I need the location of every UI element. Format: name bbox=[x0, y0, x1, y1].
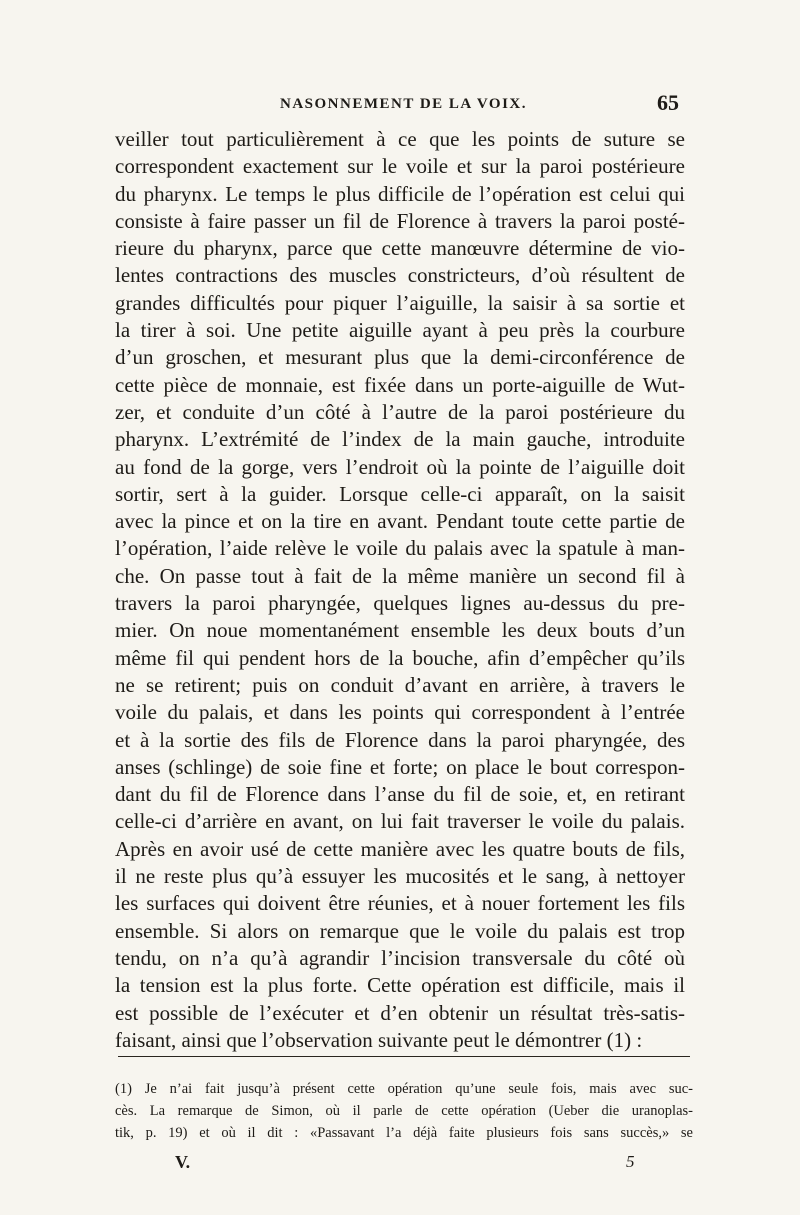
text-line: la tension est la plus forte. Cette opération est difficile, mais il bbox=[115, 973, 685, 998]
signature-mark: V. bbox=[175, 1152, 191, 1172]
footnote bbox=[115, 1078, 693, 1144]
text-line: voile du palais, et dans les points qui correspondent à l’entrée bbox=[115, 700, 685, 725]
text-line: sortir, sert à la guider. Lorsque celle-ci apparaît, on la saisit bbox=[115, 481, 685, 506]
text-line: au fond de la gorge, vers l’endroit où la pointe de l’aiguille doit bbox=[115, 454, 685, 479]
text-line: zer, et conduite d’un côté à l’autre de la paroi postérieure du bbox=[115, 399, 685, 424]
footnote-line: tik, p. 19) et où il dit : «Passavant l’a déjà faite plusieurs fois sans succès,» se bbox=[115, 1125, 693, 1141]
text-line: les surfaces qui doivent être réunies, et à nouer fortement les fils bbox=[115, 891, 685, 916]
text-line: même fil qui pendent hors de la bouche, afin d’empêcher qu’ils bbox=[115, 645, 685, 670]
text-line: correspondent exactement sur le voile et sur la paroi postérieure bbox=[115, 154, 685, 179]
text-line: lentes contractions des muscles constricteurs, d’où résultent de bbox=[115, 263, 685, 288]
running-head: NASONNEMENT DE LA VOIX. bbox=[280, 96, 528, 112]
text-line: ne se retirent; puis on conduit d’avant en arrière, à travers le bbox=[115, 672, 685, 697]
footnote-line: cès. La remarque de Simon, où il parle de cette opération (Ueber die uranoplas- bbox=[115, 1103, 693, 1119]
text-line: travers la paroi pharyngée, quelques lignes au-dessus du pre- bbox=[115, 591, 685, 616]
body-text bbox=[115, 126, 685, 1054]
footnote-line: (1) Je n’ai fait jusqu’à présent cette opération qu’une seule fois, mais avec suc- bbox=[115, 1081, 693, 1097]
text-line: pharynx. L’extrémité de l’index de la main gauche, introduite bbox=[115, 427, 685, 452]
text-line: Après en avoir usé de cette manière avec les quatre bouts de fils, bbox=[115, 836, 685, 861]
text-line: est possible de l’exécuter et d’en obtenir un résultat très-satis- bbox=[115, 1000, 685, 1025]
text-line: ensemble. Si alors on remarque que le voile du palais est trop bbox=[115, 918, 685, 943]
text-line: tendu, on n’a qu’à agrandir l’incision transversale du côté où bbox=[115, 945, 685, 970]
text-line: l’opération, l’aide relève le voile du palais avec la spatule à man- bbox=[115, 536, 685, 561]
text-line: veiller tout particulièrement à ce que les points de suture se bbox=[115, 127, 685, 151]
text-line: et à la sortie des fils de Florence dans la paroi pharyngée, des bbox=[115, 727, 685, 752]
page-number: 65 bbox=[657, 90, 679, 115]
text-line: du pharynx. Le temps le plus difficile de l’opération est celui qui bbox=[115, 181, 685, 206]
signature-number: 5 bbox=[626, 1152, 635, 1171]
text-line: mier. On noue momentanément ensemble les deux bouts d’un bbox=[115, 618, 685, 643]
text-line: celle-ci d’arrière en avant, on lui fait traverser le voile du palais. bbox=[115, 809, 685, 834]
text-line: consiste à faire passer un fil de Florence à travers la paroi posté- bbox=[115, 208, 685, 233]
text-line: faisant, ainsi que l’observation suivante peut le démontrer (1) : bbox=[115, 1027, 643, 1052]
text-line: avec la pince et on la tire en avant. Pendant toute cette partie de bbox=[115, 509, 685, 534]
text-line: che. On passe tout à fait de la même manière un second fil à bbox=[115, 563, 685, 588]
text-line: grandes difficultés pour piquer l’aiguille, la saisir à sa sortie et bbox=[115, 290, 685, 315]
text-line: cette pièce de monnaie, est fixée dans un porte-aiguille de Wut- bbox=[115, 372, 685, 397]
text-line: anses (schlinge) de soie fine et forte; on place le bout correspon- bbox=[115, 754, 685, 779]
text-line: d’un groschen, et mesurant plus que la demi-circonférence de bbox=[115, 345, 685, 370]
footnote-divider bbox=[118, 1056, 690, 1057]
text-line: il ne reste plus qu’à essuyer les mucosités et le sang, à nettoyer bbox=[115, 864, 685, 889]
text-line: dant du fil de Florence dans l’anse du fil de soie, et, en retirant bbox=[115, 782, 685, 807]
text-line: rieure du pharynx, parce que cette manœuvre détermine de vio- bbox=[115, 236, 685, 261]
text-line: la tirer à soi. Une petite aiguille ayant à peu près la courbure bbox=[115, 318, 685, 343]
